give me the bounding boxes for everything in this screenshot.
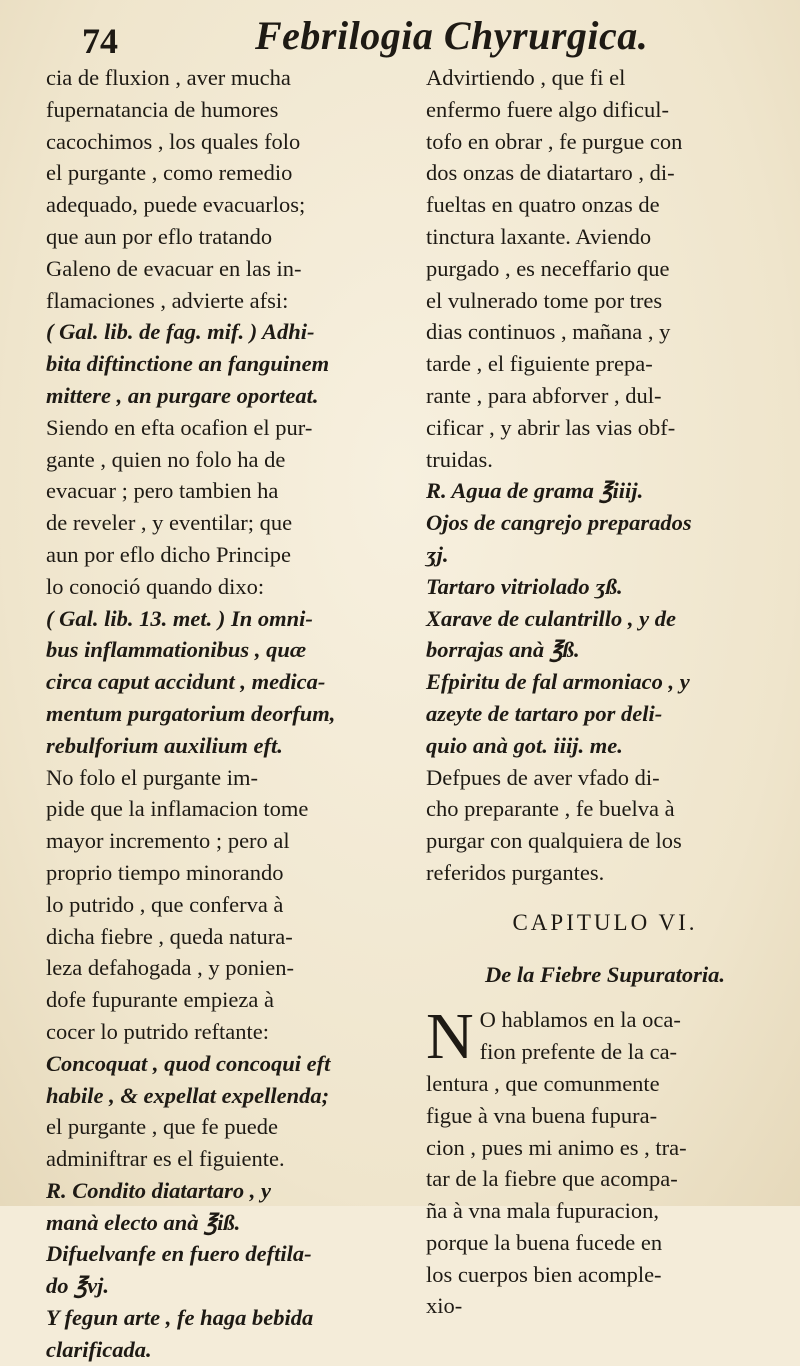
text-line: cacochimos , los quales folo [46,128,301,154]
text-line: Y fegun arte , fe haga bebida [46,1305,314,1331]
text-line: enfermo fuere algo dificul- [426,96,670,122]
running-title: Febrilogia Chyrurgica. [255,13,649,58]
text-line: truidas. [426,446,493,472]
left-column [46,62,424,1366]
text-line: purgado , es neceffario que [426,255,670,281]
text-line: tar de la fiebre que acompa- [426,1166,678,1192]
text-line: fion prefente de la ca- [479,1039,678,1065]
text-line: No folo el purgante im- [46,764,259,790]
text-line: mentum purgatorium deorfum, [46,700,336,726]
text-line: bita diftinctione an fanguinem [46,351,330,377]
text-line: gante , quien no folo ha de [46,446,286,472]
text-line: azeyte de tartaro por deli- [426,700,663,726]
text-line: ña à vna mala fupuracion, [426,1198,660,1224]
text-line: los cuerpos bien acomple- [426,1261,662,1287]
text-line: aun por eflo dicho Principe [46,541,291,567]
text-line: dias continuos , mañana , y [426,319,671,345]
text-line: leza defahogada , y ponien- [46,955,295,981]
text-line: ( Gal. lib. de fag. mif. ) Adhi- [46,319,315,345]
text-line: borrajas anà ℥ß. [426,637,580,663]
text-line: porque la buena fucede en [426,1229,663,1255]
text-line: bus inflammationibus , quæ [46,637,307,663]
text-line: Galeno de evacuar en las in- [46,255,302,281]
text-line: tofo en obrar , fe purgue con [426,128,683,154]
page-number: 74 [82,21,118,61]
text-line: Concoquat , quod concoqui eft [46,1050,331,1076]
text-line: el purgante , como remedio [46,160,293,186]
text-line: quio anà got. iiij. me. [426,732,623,758]
text-line: pide que la inflamacion tome [46,796,309,822]
text-line: Ojos de cangrejo preparados [426,510,692,536]
text-line: rebulforium auxilium eft. [46,732,283,758]
text-line: Xarave de culantrillo , y de [426,605,676,631]
drop-cap: N [426,1000,474,1074]
text-line: mittere , an purgare oporteat. [46,382,319,408]
text-line: de reveler , y eventilar; que [46,510,293,536]
text-line: tinctura laxante. Aviendo [426,223,652,249]
text-line: que aun por eflo tratando [46,223,273,249]
text-line: xio- [426,1293,463,1319]
text-line: R. Condito diatartaro , y [46,1177,272,1203]
text-line: Difuelvanfe en fuero deftila- [46,1241,312,1267]
chapter-heading: CAPITULO VI. [512,909,698,935]
text-line: Tartaro vitriolado ʒß. [426,573,623,599]
text-line: cho preparante , fe buelva à [426,796,675,822]
text-line: lo putrido , que conferva à [46,891,284,917]
text-line: cocer lo putrido reftante: [46,1018,270,1044]
text-line: adequado, puede evacuarlos; [46,192,306,218]
text-line: R. Agua de grama ℥iiij. [426,478,644,504]
right-column-text [426,62,784,889]
text-line: mayor incremento ; pero al [46,828,290,854]
text-line: Efpiritu de fal armoniaco , y [426,669,690,695]
text-line: fueltas en quatro onzas de [426,192,660,218]
chapter-paragraph [426,1000,784,1322]
text-line: figue à vna buena fupura- [426,1102,658,1128]
text-line: evacuar ; pero tambien ha [46,478,279,504]
text-line: purgar con qualquiera de los [426,828,682,854]
text-line: cificar , y abrir las vias obf- [426,414,676,440]
text-line: el purgante , que fe puede [46,1114,278,1140]
text-line: lentura , que comunmente [426,1070,660,1096]
text-line: proprio tiempo minorando [46,859,284,885]
text-line: dos onzas de diatartaro , di- [426,160,675,186]
text-line: fupernatancia de humores [46,96,279,122]
text-line: lo conoció quando dixo: [46,573,265,599]
text-line: Advirtiendo , que fi el [426,65,626,90]
text-line: cia de fluxion , aver mucha [46,65,291,90]
text-line: el vulnerado tome por tres [426,287,663,313]
text-line: O hablamos en la oca- [479,1007,681,1033]
text-line: ʒj. [426,541,449,567]
text-line: dofe fupurante empieza à [46,987,274,1013]
text-line: do ℥vj. [46,1273,109,1299]
text-line: circa caput accidunt , medica- [46,669,326,695]
text-line: tarde , el figuiente prepa- [426,351,653,377]
chapter-subtitle: De la Fiebre Supuratoria. [484,961,726,987]
right-column [426,62,784,1322]
text-line: dicha fiebre , queda natura- [46,923,293,949]
text-line: Defpues de aver vfado di- [426,764,660,790]
text-line: referidos purgantes. [426,859,605,885]
text-line: ( Gal. lib. 13. met. ) In omni- [46,605,313,631]
text-line: flamaciones , advierte afsi: [46,287,289,313]
text-line: rante , para abforver , dul- [426,382,662,408]
text-line: cion , pues mi animo es , tra- [426,1134,687,1160]
text-line: habile , & expellat expellenda; [46,1082,330,1108]
text-line: adminiftrar es el figuiente. [46,1146,285,1172]
text-line: manà electo anà ℥iß. [46,1209,241,1235]
text-line: Siendo en efta ocafion el pur- [46,414,313,440]
page-header [0,10,800,66]
text-line: clarificada. [46,1336,152,1362]
